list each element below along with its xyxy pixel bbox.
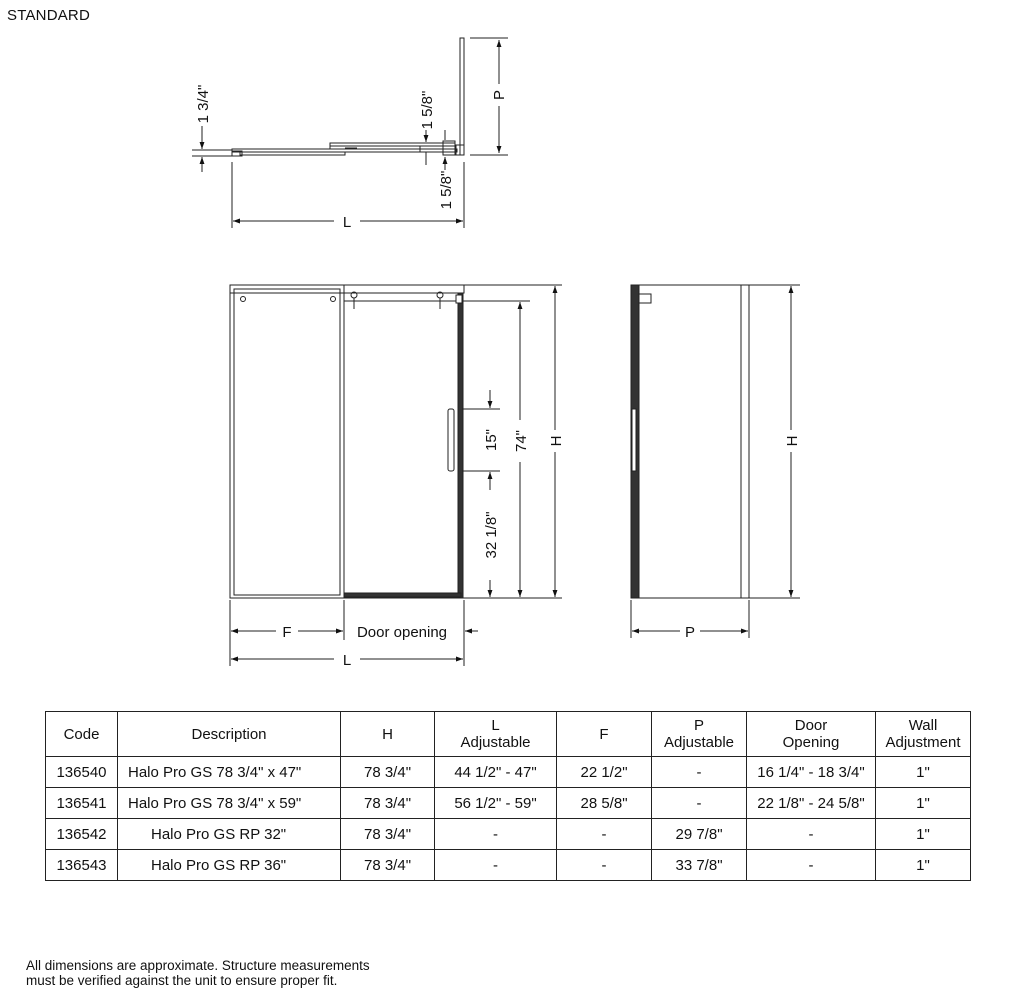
cell-h: 78 3/4"	[341, 788, 435, 819]
front-dim-f-label: F	[282, 624, 292, 641]
disclaimer-note	[26, 958, 370, 988]
header-code: Code	[46, 712, 118, 757]
cell-p: 29 7/8"	[652, 819, 747, 850]
cell-f: 28 5/8"	[557, 788, 652, 819]
cell-l: -	[435, 819, 557, 850]
front-dim-h-label: H	[548, 435, 565, 447]
table-row	[46, 788, 971, 819]
cell-l: 56 1/2" - 59"	[435, 788, 557, 819]
return-panel-plan	[460, 38, 464, 155]
cell-h: 78 3/4"	[341, 850, 435, 881]
side-handle	[632, 409, 636, 471]
front-dim-handle-height-label: 32 1/8"	[483, 511, 500, 559]
cell-p: -	[652, 788, 747, 819]
header-l-adjustable: L Adjustable	[435, 712, 557, 757]
sliding-door	[344, 301, 461, 598]
fixed-roller-left	[241, 297, 246, 302]
disclaimer-line-1: All dimensions are approximate. Structure measurements	[26, 958, 370, 973]
fixed-panel-inner	[240, 152, 345, 155]
cell-p: -	[652, 757, 747, 788]
side-dim-h-label: H	[784, 435, 801, 447]
cell-f: -	[557, 819, 652, 850]
header-p-adjustable: P Adjustable	[652, 712, 747, 757]
return-panel	[631, 285, 749, 598]
side-dim-p-label: P	[684, 624, 696, 641]
cell-description: Halo Pro GS 78 3/4" x 47"	[118, 757, 341, 788]
cell-code: 136541	[46, 788, 118, 819]
bottom-threshold	[344, 593, 461, 597]
table-header-row	[46, 712, 971, 757]
header-f: F	[557, 712, 652, 757]
table-row	[46, 757, 971, 788]
table-row	[46, 819, 971, 850]
page-title: STANDARD	[7, 7, 90, 24]
cell-description: Halo Pro GS 78 3/4" x 59"	[118, 788, 341, 819]
header-door-opening: Door Opening	[747, 712, 876, 757]
fixed-panel-glass	[234, 289, 340, 595]
table-row	[46, 850, 971, 881]
cell-wall-adjustment: 1"	[876, 788, 971, 819]
top-dim-upper-label: 1 5/8"	[419, 90, 436, 130]
side-bracket	[639, 294, 651, 303]
top-dim-gap-label: 1 3/4"	[195, 84, 212, 124]
cell-f: 22 1/2"	[557, 757, 652, 788]
cell-f: -	[557, 850, 652, 881]
cell-wall-adjustment: 1"	[876, 819, 971, 850]
side-view	[631, 285, 800, 638]
cell-wall-adjustment: 1"	[876, 850, 971, 881]
cell-l: 44 1/2" - 47"	[435, 757, 557, 788]
cell-description: Halo Pro GS RP 36"	[118, 850, 341, 881]
wall-jamb	[458, 293, 463, 598]
front-dim-handle-label: 15"	[483, 428, 500, 452]
top-view	[192, 38, 508, 228]
cell-h: 78 3/4"	[341, 819, 435, 850]
cell-l: -	[435, 850, 557, 881]
cell-description: Halo Pro GS RP 32"	[118, 819, 341, 850]
door-opening-label: Door opening	[356, 624, 448, 641]
cell-code: 136540	[46, 757, 118, 788]
cell-code: 136543	[46, 850, 118, 881]
cell-wall-adjustment: 1"	[876, 757, 971, 788]
cell-code: 136542	[46, 819, 118, 850]
cell-h: 78 3/4"	[341, 757, 435, 788]
header-description: Description	[118, 712, 341, 757]
front-view	[230, 285, 562, 666]
cell-p: 33 7/8"	[652, 850, 747, 881]
door-handle	[448, 409, 454, 471]
top-dim-l-label: L	[342, 214, 352, 231]
front-dim-opening-height-label: 74"	[513, 429, 530, 453]
top-dim-p-label: P	[491, 89, 508, 101]
fixed-roller-right	[331, 297, 336, 302]
fixed-panel	[230, 285, 344, 598]
disclaimer-line-2: must be verified against the unit to ensure proper fit.	[26, 973, 338, 988]
header-wall-adjustment: Wall Adjustment	[876, 712, 971, 757]
cell-door-opening: -	[747, 819, 876, 850]
top-dim-lower-label: 1 5/8"	[438, 170, 455, 210]
front-dim-l-label: L	[342, 652, 352, 669]
cell-door-opening: 22 1/8" - 24 5/8"	[747, 788, 876, 819]
cell-door-opening: 16 1/4" - 18 3/4"	[747, 757, 876, 788]
return-wall-jamb	[741, 285, 749, 598]
spec-table	[45, 711, 971, 881]
header-h: H	[341, 712, 435, 757]
cell-door-opening: -	[747, 850, 876, 881]
